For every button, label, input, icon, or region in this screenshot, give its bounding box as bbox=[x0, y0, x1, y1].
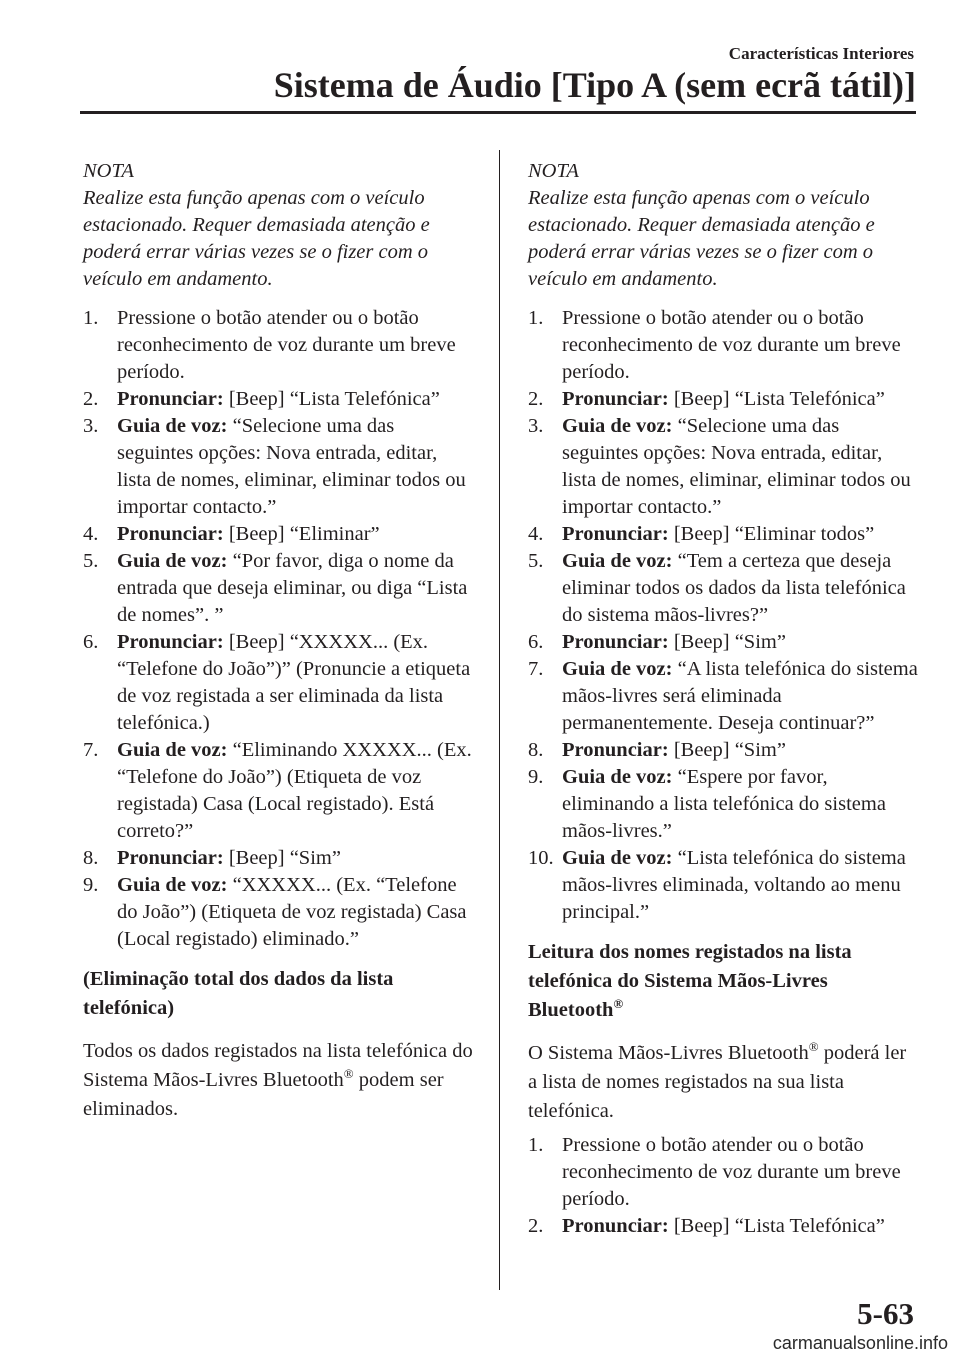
step-label: Guia de voz: bbox=[562, 415, 673, 437]
step-text: Pressione o botão atender ou o botão reconhecimento de voz durante um breve período. bbox=[117, 307, 456, 383]
note-title: NOTA bbox=[528, 160, 579, 182]
step-number: 1. bbox=[83, 307, 99, 329]
step-list bbox=[528, 1132, 920, 1240]
note-body: Realize esta função apenas com o veículo estacionado. Requer demasiada atenção e poderá errar várias vezes se o fizer com o veículo em andamento. bbox=[83, 187, 430, 290]
step-label: Pronunciar: bbox=[117, 388, 224, 410]
step-label: Pronunciar: bbox=[117, 847, 224, 869]
step-label: Guia de voz: bbox=[117, 739, 228, 761]
step-label: Guia de voz: bbox=[117, 874, 228, 896]
step-label: Guia de voz: bbox=[562, 766, 673, 788]
step-number: 2. bbox=[83, 388, 99, 410]
step-text: “A lista telefónica do sistema mãos-livres será eliminada permanentemente. Deseja continuar?” bbox=[562, 658, 918, 734]
step-item bbox=[528, 1132, 920, 1213]
step-label: Pronunciar: bbox=[562, 523, 669, 545]
step-number: 8. bbox=[528, 739, 544, 761]
step-text: “Por favor, diga o nome da entrada que deseja eliminar, ou diga “Lista de nomes”. ” bbox=[117, 550, 468, 626]
step-item bbox=[528, 764, 920, 845]
step-text: “Eliminando XXXXX... (Ex. “Telefone do João”) (Etiqueta de voz registada) Casa (Local registado). Está correto?” bbox=[117, 739, 472, 842]
step-label: Guia de voz: bbox=[562, 847, 673, 869]
step-number: 9. bbox=[528, 766, 544, 788]
step-number: 2. bbox=[528, 388, 544, 410]
step-label: Pronunciar: bbox=[562, 739, 669, 761]
right-column bbox=[528, 158, 920, 1250]
step-label: Guia de voz: bbox=[117, 550, 228, 572]
step-number: 6. bbox=[83, 631, 99, 653]
step-text: “Espere por favor, eliminando a lista telefónica do sistema mãos-livres.” bbox=[562, 766, 886, 842]
step-number: 4. bbox=[528, 523, 544, 545]
registered-mark: ® bbox=[343, 1066, 354, 1082]
step-label: Pronunciar: bbox=[562, 631, 669, 653]
step-number: 3. bbox=[528, 415, 544, 437]
step-text: [Beep] “Lista Telefónica” bbox=[668, 388, 885, 410]
step-number: 1. bbox=[528, 1134, 544, 1156]
step-text: [Beep] “Lista Telefónica” bbox=[223, 388, 440, 410]
step-number: 9. bbox=[83, 874, 99, 896]
step-item bbox=[83, 305, 475, 386]
step-label: Pronunciar: bbox=[562, 388, 669, 410]
step-item bbox=[528, 386, 920, 413]
step-number: 5. bbox=[83, 550, 99, 572]
step-item bbox=[528, 656, 920, 737]
step-text: “Selecione uma das seguintes opções: Nova entrada, editar, lista de nomes, eliminar, eliminar todos ou importar contacto.” bbox=[117, 415, 466, 518]
step-text: [Beep] “XXXXX... (Ex. “Telefone do João”)” (Pronuncie a etiqueta de voz registada a ser eliminada da lista telefónica.) bbox=[117, 631, 471, 734]
heading-text: Leitura dos nomes registados na lista telefónica do Sistema Mãos-Livres Bluetooth bbox=[528, 941, 852, 1021]
column-divider bbox=[499, 150, 500, 1290]
header-rule bbox=[80, 111, 916, 114]
step-text: Pressione o botão atender ou o botão reconhecimento de voz durante um breve período. bbox=[562, 307, 901, 383]
step-number: 8. bbox=[83, 847, 99, 869]
step-text: [Beep] “Sim” bbox=[223, 847, 341, 869]
left-column bbox=[83, 158, 475, 1130]
step-item bbox=[528, 737, 920, 764]
watermark: carmanualsonline.info bbox=[772, 1333, 948, 1353]
step-number: 2. bbox=[528, 1215, 544, 1237]
paragraph-text: podem ser eliminados. bbox=[83, 1069, 444, 1120]
body-paragraph bbox=[83, 1037, 475, 1124]
paragraph-text: poderá ler a lista de nomes registados na sua lista telefónica. bbox=[528, 1042, 907, 1122]
note-body: Realize esta função apenas com o veículo estacionado. Requer demasiada atenção e poderá errar várias vezes se o fizer com o veículo em andamento. bbox=[528, 187, 875, 290]
step-text: [Beep] “Sim” bbox=[668, 739, 786, 761]
step-text: Pressione o botão atender ou o botão reconhecimento de voz durante um breve período. bbox=[562, 1134, 901, 1210]
step-label: Guia de voz: bbox=[117, 415, 228, 437]
step-list bbox=[83, 305, 475, 953]
step-number: 7. bbox=[528, 658, 544, 680]
step-text: “Tem a certeza que deseja eliminar todos os dados da lista telefónica do sistema mãos-livres?” bbox=[562, 550, 906, 626]
registered-mark: ® bbox=[613, 996, 624, 1012]
step-text: “XXXXX... (Ex. “Telefone do João”) (Etiqueta de voz registada) Casa (Local registado) eliminado.” bbox=[117, 874, 467, 950]
step-number: 4. bbox=[83, 523, 99, 545]
step-item bbox=[528, 521, 920, 548]
step-text: “Selecione uma das seguintes opções: Nova entrada, editar, lista de nomes, eliminar, eliminar todos ou importar contacto.” bbox=[562, 415, 911, 518]
step-number: 6. bbox=[528, 631, 544, 653]
step-label: Pronunciar: bbox=[117, 631, 224, 653]
step-item bbox=[528, 1213, 920, 1240]
step-text: [Beep] “Lista Telefónica” bbox=[668, 1215, 885, 1237]
step-item bbox=[83, 872, 475, 953]
step-item bbox=[83, 845, 475, 872]
step-text: “Lista telefónica do sistema mãos-livres eliminada, voltando ao menu principal.” bbox=[562, 847, 906, 923]
step-text: [Beep] “Sim” bbox=[668, 631, 786, 653]
step-item bbox=[83, 737, 475, 845]
step-number: 10. bbox=[528, 847, 554, 869]
page-title: Sistema de Áudio [Tipo A (sem ecrã tátil)] bbox=[273, 65, 916, 105]
note-title: NOTA bbox=[83, 160, 134, 182]
step-text: [Beep] “Eliminar” bbox=[223, 523, 380, 545]
step-number: 1. bbox=[528, 307, 544, 329]
paragraph-text: Todos os dados registados na lista telefónica do Sistema Mãos-Livres Bluetooth bbox=[83, 1040, 473, 1091]
registered-mark: ® bbox=[808, 1039, 819, 1055]
page-number: 5-63 bbox=[857, 1296, 914, 1331]
step-item bbox=[83, 386, 475, 413]
step-item bbox=[83, 629, 475, 737]
step-label: Pronunciar: bbox=[117, 523, 224, 545]
step-item bbox=[528, 845, 920, 926]
step-item bbox=[528, 305, 920, 386]
step-text: [Beep] “Eliminar todos” bbox=[668, 523, 875, 545]
step-number: 7. bbox=[83, 739, 99, 761]
section-heading bbox=[528, 938, 920, 1025]
step-label: Pronunciar: bbox=[562, 1215, 669, 1237]
step-item bbox=[528, 413, 920, 521]
step-item bbox=[83, 413, 475, 521]
step-item bbox=[528, 629, 920, 656]
step-item bbox=[83, 521, 475, 548]
section-label: Características Interiores bbox=[728, 44, 914, 63]
step-label: Guia de voz: bbox=[562, 550, 673, 572]
step-label: Guia de voz: bbox=[562, 658, 673, 680]
step-number: 5. bbox=[528, 550, 544, 572]
step-item bbox=[528, 548, 920, 629]
step-list bbox=[528, 305, 920, 926]
step-item bbox=[83, 548, 475, 629]
paragraph-text: O Sistema Mãos-Livres Bluetooth bbox=[528, 1042, 809, 1064]
step-number: 3. bbox=[83, 415, 99, 437]
section-heading: (Eliminação total dos dados da lista telefónica) bbox=[83, 968, 394, 1019]
body-paragraph bbox=[528, 1039, 920, 1126]
